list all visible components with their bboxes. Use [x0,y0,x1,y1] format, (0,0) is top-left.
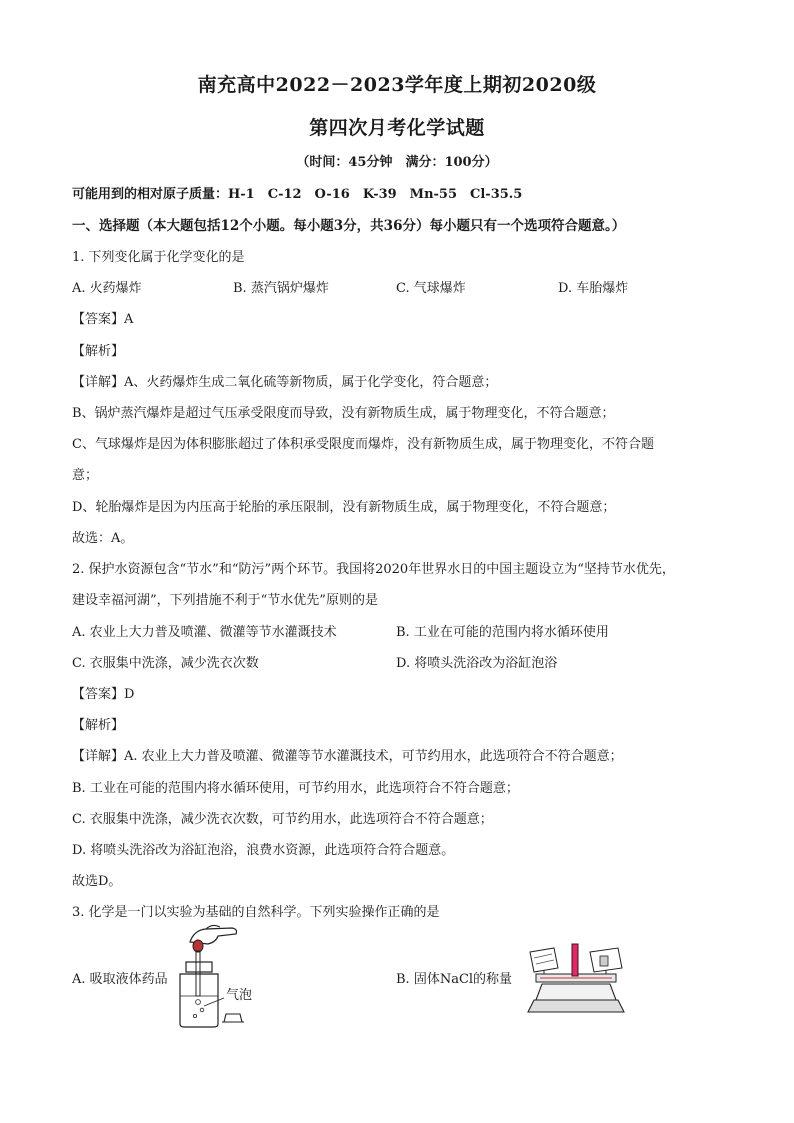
q2-detail-line: D. 将喷头洗浴改为浴缸泡浴，浪费水资源，此选项符合符合题意。 [72,843,455,858]
q2-detail-line: C. 衣服集中洗涤，减少洗衣次数，可节约用水，此选项符合不符合题意； [72,812,493,827]
q3-option-a: A. 吸取液体药品 [72,972,168,987]
q2-stem: 2. 保护水资源包含“节水”和“防污”两个环节。我国将2020年世界水日的中国主题设立为“坚持节水优先， [72,562,675,577]
q2-detail-line: B. 工业在可能的范围内将水循环使用，可节约用水，此选项符合不符合题意； [72,781,519,796]
balance-scale-figure [524,938,628,1014]
dropper-bottle-figure [172,924,262,1028]
q1-option-c: C. 气球爆炸 [396,281,466,296]
q1-answer: 【答案】A [72,312,134,327]
atomic-mass-line: 可能用到的相对原子质量：H-1 C-12 O-16 K-39 Mn-55 Cl-35.5 [72,187,523,202]
q2-answer: 【答案】D [72,687,135,702]
q1-detail-line: C、气球爆炸是因为体积膨胀超过了体积承受限度而爆炸，没有新物质生成，属于物理变化，不符合题 [72,437,654,452]
q2-option-d: D. 将喷头洗浴改为浴缸泡浴 [396,656,558,671]
q3-option-b: B. 固体NaCl的称量 [396,972,513,987]
q1-detail-line: 【详解】A、火药爆炸生成二氧化硫等新物质，属于化学变化，符合题意； [72,375,498,390]
bubble-label: 气泡 [226,988,253,1003]
q1-analysis-label: 【解析】 [72,344,125,359]
exam-subtitle: 第四次月考化学试题 [309,117,485,139]
q2-detail-line: 故选D。 [72,874,122,889]
q2-option-b: B. 工业在可能的范围内将水循环使用 [396,625,609,640]
q1-detail-line: B、锅炉蒸汽爆炸是超过气压承受限度而导致，没有新物质生成，属于物理变化，不符合题意； [72,406,615,421]
q1-detail-line: 意； [72,468,99,483]
q2-detail-line: 【详解】A. 农业上大力普及喷灌、微灌等节水灌溉技术，可节约用水，此选项符合不符合题意； [72,749,623,764]
q1-option-b: B. 蒸汽锅炉爆炸 [233,281,329,296]
q1-detail-line: 故选：A。 [72,531,134,546]
q1-detail-line: D、轮胎爆炸是因为内压高于轮胎的承压限制，没有新物质生成，属于物理变化，不符合题意； [72,500,616,515]
q3-stem: 3. 化学是一门以实验为基础的自然科学。下列实验操作正确的是 [72,905,440,920]
q2-option-a: A. 农业上大力普及喷灌、微灌等节水灌溉技术 [72,625,337,640]
q1-stem: 1. 下列变化属于化学变化的是 [72,250,245,265]
q1-option-a: A. 火药爆炸 [72,281,142,296]
q2-option-c: C. 衣服集中洗涤，减少洗衣次数 [72,656,259,671]
q2-stem-cont: 建设幸福河湖”，下列措施不利于“节水优先”原则的是 [72,593,378,608]
time-info: （时间：45分钟 满分：100分） [296,155,498,170]
section-heading: 一、选择题（本大题包括12个小题。每小题3分，共36分）每小题只有一个选项符合题意。） [72,218,626,234]
exam-title: 南充高中2022－2023学年度上期初2020级 [197,74,597,96]
q2-analysis-label: 【解析】 [72,718,125,733]
q1-option-d: D. 车胎爆炸 [558,281,629,296]
